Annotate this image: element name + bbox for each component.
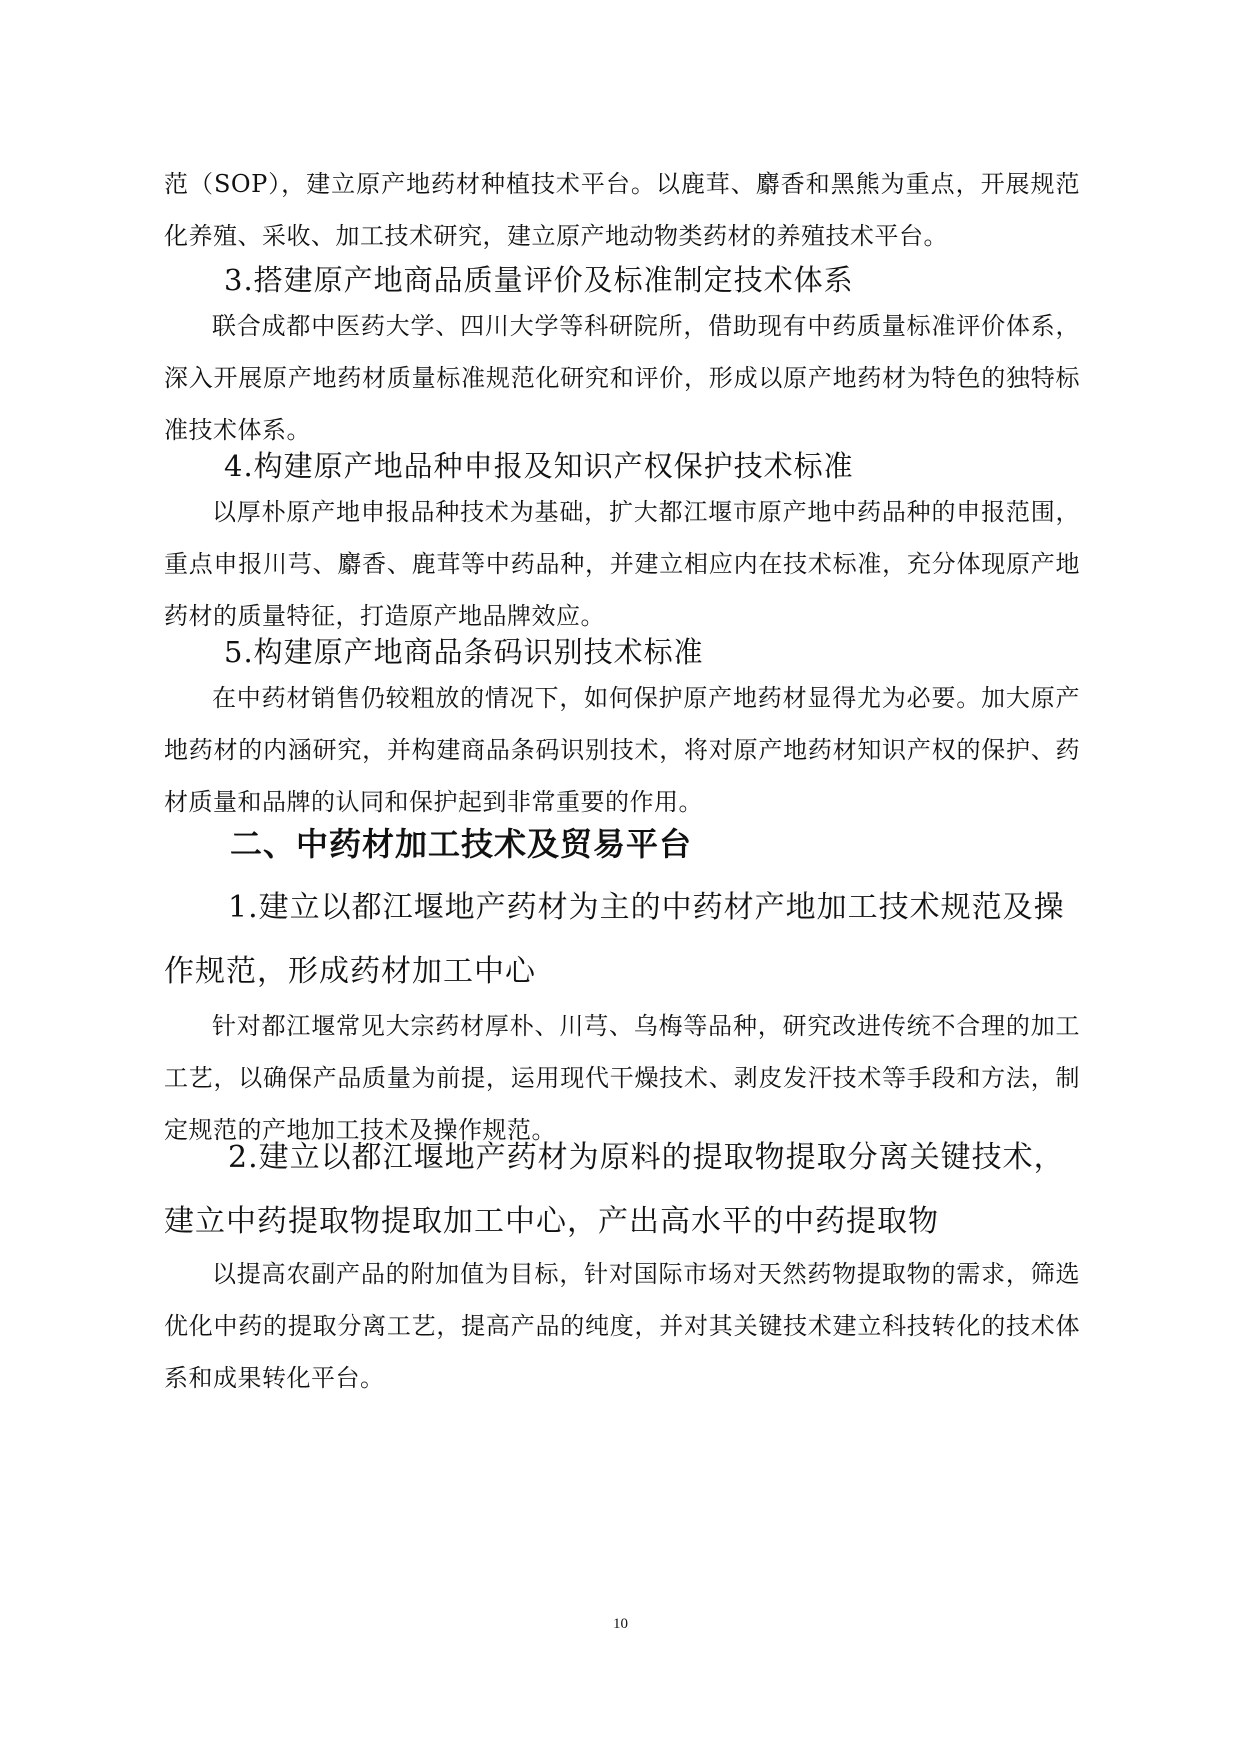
subheading: 5.构建原产地商品条码识别技术标准 bbox=[224, 635, 704, 669]
body-text bbox=[164, 1248, 1080, 1404]
subheading-block bbox=[164, 876, 1080, 1004]
body-text bbox=[164, 486, 1080, 642]
subheading-block bbox=[164, 1126, 1080, 1254]
subheading-block bbox=[164, 626, 1080, 678]
subheading-block bbox=[164, 254, 1080, 306]
paragraph: 联合成都中医药大学、四川大学等科研院所，借助现有中药质量标准评价体系，深入开展原产地药材质量标准规范化研究和评价，形成以原产地药材为特色的独特标准技术体系。 bbox=[164, 312, 1080, 444]
subheading: 4.构建原产地品种申报及知识产权保护技术标准 bbox=[224, 449, 854, 483]
section-heading-block bbox=[164, 816, 1080, 872]
paragraph: 在中药材销售仍较粗放的情况下，如何保护原产地药材显得尤为必要。加大原产地药材的内涵研究，并构建商品条码识别技术，将对原产地药材知识产权的保护、药材质量和品牌的认同和保护起到非常重要的作用。 bbox=[164, 684, 1080, 816]
body-text bbox=[164, 672, 1080, 828]
subheading-block bbox=[164, 440, 1080, 492]
body-text bbox=[164, 300, 1080, 456]
subheading: 1.建立以都江堰地产药材为主的中药材产地加工技术规范及操作规范，形成药材加工中心 bbox=[164, 890, 1065, 989]
paragraph: 以厚朴原产地申报品种技术为基础，扩大都江堰市原产地中药品种的申报范围，重点申报川芎、麝香、鹿茸等中药品种，并建立相应内在技术标准，充分体现原产地药材的质量特征，打造原产地品牌效应。 bbox=[164, 498, 1080, 630]
paragraph: 范（SOP），建立原产地药材种植技术平台。以鹿茸、麝香和黑熊为重点，开展规范化养殖、采收、加工技术研究，建立原产地动物类药材的养殖技术平台。 bbox=[164, 170, 1080, 250]
subheading: 3.搭建原产地商品质量评价及标准制定技术体系 bbox=[224, 263, 854, 297]
subheading: 2.建立以都江堰地产药材为原料的提取物提取分离关键技术，建立中药提取物提取加工中心，产出高水平的中药提取物 bbox=[164, 1140, 1065, 1239]
page-number: 10 bbox=[613, 1616, 628, 1632]
body-text bbox=[164, 158, 1080, 262]
paragraph: 以提高农副产品的附加值为目标，针对国际市场对天然药物提取物的需求，筛选优化中药的提取分离工艺，提高产品的纯度，并对其关键技术建立科技转化的技术体系和成果转化平台。 bbox=[164, 1260, 1080, 1392]
paragraph: 针对都江堰常见大宗药材厚朴、川芎、乌梅等品种，研究改进传统不合理的加工工艺，以确保产品质量为前提，运用现代干燥技术、剥皮发汗技术等手段和方法，制定规范的产地加工技术及操作规范。 bbox=[164, 1012, 1080, 1144]
section-heading: 二、中药材加工技术及贸易平台 bbox=[230, 825, 693, 863]
